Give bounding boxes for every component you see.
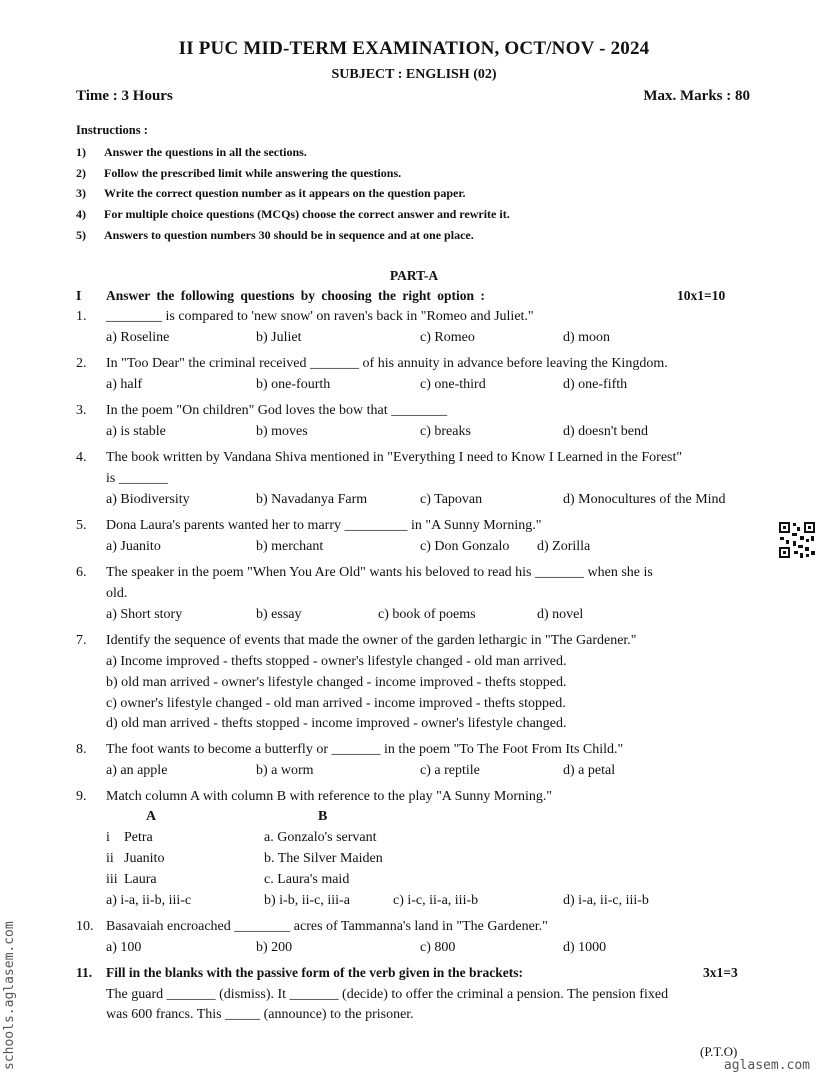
instruction-number: 1) <box>76 145 86 159</box>
match-roman: ii <box>106 851 114 866</box>
instruction-text: Write the correct question number as it appears on the question paper. <box>104 186 466 200</box>
match-col-a: Laura <box>124 872 157 887</box>
answer-option: d) doesn't bend <box>563 424 648 439</box>
instruction-text: Answer the questions in all the sections. <box>104 145 307 159</box>
instruction-item <box>76 166 776 182</box>
answer-option: d) one-fifth <box>563 377 628 392</box>
question-text: Match column A with column B with reference to the play "A Sunny Morning." <box>106 789 553 804</box>
answer-option: c) 800 <box>420 940 456 955</box>
answer-option: d) a petal <box>563 763 616 778</box>
answer-option: c) a reptile <box>420 763 480 778</box>
instruction-number: 3) <box>76 186 86 200</box>
sequence-option: a) Income improved - thefts stopped - owner's lifestyle changed - old man arrived. <box>106 654 567 669</box>
answer-option: b) Juliet <box>256 330 302 345</box>
question-number: 1. <box>76 309 87 324</box>
section-instruction: Fill in the blanks with the passive form of the verb given in the brackets: <box>106 965 523 980</box>
exam-title: II PUC MID-TERM EXAMINATION, OCT/NOV - 2024 <box>178 38 650 59</box>
question-text: The book written by Vandana Shiva mentioned in "Everything I need to Know I Learned in the Forest" <box>106 450 683 465</box>
question-number: 4. <box>76 450 87 465</box>
question-text: Identify the sequence of events that made the owner of the garden lethargic in "The Gardener." <box>106 633 637 648</box>
answer-option: d) novel <box>537 607 584 622</box>
answer-option: c) breaks <box>420 424 471 439</box>
instruction-text: Answers to question numbers 30 should be in sequence and at one place. <box>104 228 474 242</box>
answer-option: a) an apple <box>106 763 168 778</box>
match-col-a: Juanito <box>124 851 165 866</box>
pto-label: (P.T.O) <box>700 1044 738 1059</box>
answer-option: b) Navadanya Farm <box>256 492 368 507</box>
side-watermark: schools.aglasem.com <box>2 921 17 1070</box>
answer-option: a) Short story <box>106 607 183 622</box>
answer-option: d) moon <box>563 330 611 345</box>
bottom-watermark: aglasem.com <box>723 1058 810 1073</box>
question-text: ________ is compared to 'new snow' on raven's back in "Romeo and Juliet." <box>106 309 534 324</box>
question-number: 3. <box>76 403 87 418</box>
match-roman: i <box>106 830 110 845</box>
answer-option: b) 200 <box>256 940 293 955</box>
max-marks-label: Max. Marks : 80 <box>643 88 750 104</box>
match-col-a: Petra <box>124 830 153 845</box>
question-text: The speaker in the poem "When You Are Old" wants his beloved to read his _______ when she is <box>106 565 653 580</box>
answer-option: d) Zorilla <box>537 539 591 554</box>
instruction-number: 4) <box>76 207 86 221</box>
question-text: The foot wants to become a butterfly or _______ in the poem "To The Foot From Its Child." <box>106 742 624 757</box>
question-number: 7. <box>76 633 87 648</box>
answer-option: b) a worm <box>256 763 314 778</box>
section-number: I <box>76 288 82 303</box>
passive-line-1: The guard _______ (dismiss). It _______ (decide) to offer the criminal a pension. The pension fixed <box>106 987 669 1002</box>
question-text: In the poem "On children" God loves the bow that ________ <box>106 403 448 418</box>
answer-option: a) i-a, ii-b, iii-c <box>106 893 192 908</box>
question-number: 2. <box>76 356 87 371</box>
time-label: Time : 3 Hours <box>76 88 173 104</box>
section-one-heading <box>0 288 828 308</box>
answer-option: c) one-third <box>420 377 486 392</box>
answer-option: c) Don Gonzalo <box>420 539 510 554</box>
section-two-heading <box>0 965 828 985</box>
answer-option: b) merchant <box>256 539 324 554</box>
match-col-b: b. The Silver Maiden <box>264 851 383 866</box>
question-text: In "Too Dear" the criminal received _______ of his annuity in advance before leaving the Kingdom. <box>106 356 668 371</box>
sequence-option: b) old man arrived - owner's lifestyle changed - income improved - thefts stopped. <box>106 675 567 690</box>
question-text: Basavaiah encroached ________ acres of Tammanna's land in "The Gardener." <box>106 919 548 934</box>
answer-option: d) 1000 <box>563 940 607 955</box>
sequence-option: d) old man arrived - thefts stopped - income improved - owner's lifestyle changed. <box>106 716 567 731</box>
answer-option: b) moves <box>256 424 308 439</box>
subject-line: SUBJECT : ENGLISH (02) <box>331 67 497 82</box>
answer-option: a) half <box>106 377 143 392</box>
answer-option: b) one-fourth <box>256 377 331 392</box>
match-col-b: c. Laura's maid <box>264 872 350 887</box>
answer-option: b) essay <box>256 607 302 622</box>
instruction-item <box>76 145 776 161</box>
answer-option: a) Juanito <box>106 539 161 554</box>
question-number: 10. <box>76 919 94 934</box>
question-text: Dona Laura's parents wanted her to marry _________ in "A Sunny Morning." <box>106 518 542 533</box>
answer-option: c) book of poems <box>378 607 476 622</box>
question-number: 6. <box>76 565 87 580</box>
instruction-item <box>76 186 776 202</box>
question-number: 9. <box>76 789 87 804</box>
sequence-option: c) owner's lifestyle changed - old man arrived - income improved - thefts stopped. <box>106 696 566 711</box>
question-text: old. <box>106 586 128 601</box>
qr-code-icon <box>778 521 816 559</box>
answer-option: b) i-b, ii-c, iii-a <box>264 893 350 908</box>
instruction-number: 2) <box>76 166 86 180</box>
question-number: 8. <box>76 742 87 757</box>
answer-option: a) Biodiversity <box>106 492 190 507</box>
question-number: 5. <box>76 518 87 533</box>
section-marks: 10x1=10 <box>677 288 726 303</box>
instruction-text: Follow the prescribed limit while answering the questions. <box>104 166 402 180</box>
column-a-header: A <box>146 809 157 824</box>
passive-line-2: was 600 francs. This _____ (announce) to the prisoner. <box>106 1007 414 1022</box>
answer-option: a) Roseline <box>106 330 170 345</box>
instruction-item <box>76 228 776 244</box>
answer-option: a) is stable <box>106 424 166 439</box>
answer-option: c) Romeo <box>420 330 475 345</box>
match-col-b: a. Gonzalo's servant <box>264 830 377 845</box>
section-marks: 3x1=3 <box>703 965 738 980</box>
instruction-number: 5) <box>76 228 86 242</box>
answer-option: d) i-a, ii-c, iii-b <box>563 893 649 908</box>
instruction-text: For multiple choice questions (MCQs) choose the correct answer and rewrite it. <box>104 207 510 221</box>
instruction-item <box>76 207 776 223</box>
section-instruction: Answer the following questions by choosing the right option : <box>106 288 485 303</box>
match-roman: iii <box>106 872 118 887</box>
answer-option: a) 100 <box>106 940 142 955</box>
section-number: 11. <box>76 965 93 980</box>
answer-option: c) i-c, ii-a, iii-b <box>393 893 479 908</box>
part-heading: PART-A <box>389 268 439 283</box>
column-b-header: B <box>318 809 328 824</box>
answer-option: d) Monocultures of the Mind <box>563 492 726 507</box>
question-text: is _______ <box>106 471 168 486</box>
instructions-heading: Instructions : <box>76 123 148 137</box>
answer-option: c) Tapovan <box>420 492 483 507</box>
